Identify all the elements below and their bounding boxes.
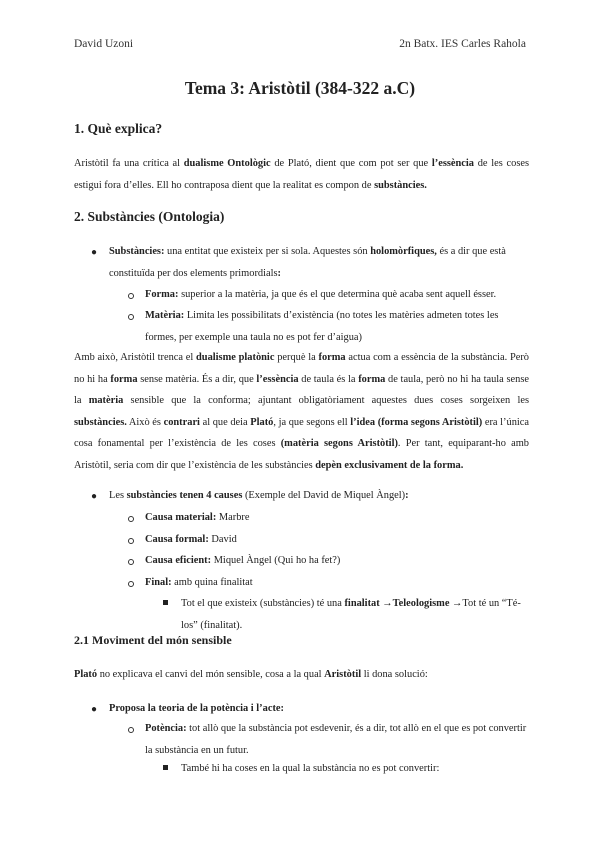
section-1-paragraph: Aristòtil fa una crítica al dualisme Ontològic de Plató, dient que com pot ser que l’essència de les coses estigui fora d’elles. Ell ho contraposa dient que la realitat es compon de substàncies. [74,158,530,191]
list-item-final: Final: amb quina finalitat [145,577,253,588]
bullet-disc: ● [91,247,98,258]
bullet-disc: ● [91,704,98,715]
list-item-causa-eficient: Causa eficient: Miquel Àngel (Qui ho ha fet?) [145,555,341,566]
list-item-causa-material: Causa material: Marbre [145,512,250,523]
section-2-1-paragraph: Plató no explicava el canvi del món sensible, cosa a la qual Aristòtil li dona solució: [74,669,428,680]
list-item-potencia-acte: Proposa la teoria de la potència i l’acte: [109,703,284,714]
list-item-also: També hi ha coses en la qual la substància no es pot convertir: [181,763,440,774]
section-2-heading: 2. Substàncies (Ontologia) [74,209,225,224]
bullet-circle [128,293,134,299]
list-item-causa-formal: Causa formal: David [145,534,237,545]
section-2-paragraph: Amb això, Aristòtil trenca el dualisme platònic perquè la forma actua com a essència de la substància. Però no hi ha forma sense matèria. És a dir, que l’essència de taula és la forma de taula, però no hi ha taula sense la matèria sensible que la conforma; ajuntant obligatòriament aquestes dues coses sorgeixen les substàncies. Això és contrari al que deia Plató, ja que segons ell l’idea (forma segons Aristòtil) era l’única cosa fonamental per l’existència de les coses (matèria segons Aristòtil). Per tant, equiparant-ho amb Aristòtil, seria com dir que l’existència de les substàncies depèn exclusivament de la forma. [74,352,530,471]
bullet-circle [128,516,134,522]
list-item-potencia: Potència: tot allò que la substància pot esdevenir, és a dir, tot allò en el que es pot convertir la substància en un futur. [145,723,527,756]
bullet-circle [128,581,134,587]
header-course: 2n Batx. IES Carles Rahola [399,38,526,50]
bullet-circle [128,538,134,544]
list-item-teleologisme: Tot el que existeix (substàncies) té una finalitat →Teleologisme →Tot té un “Té-los” (finalitat). [181,598,521,631]
list-item-causes-intro: Les substàncies tenen 4 causes (Exemple del David de Miquel Àngel): [109,490,409,501]
list-item-materia: Matèria: Limita les possibilitats d’existència (no totes les matèries admeten totes les formes, per exemple una taula no es pot fer d’aigua) [145,310,499,343]
list-item-forma: Forma: superior a la matèria, ja que és el que determina què acaba sent aquell ésser. [145,289,497,300]
section-1-heading: 1. Què explica? [74,121,163,136]
section-2-1-heading: 2.1 Moviment del món sensible [74,633,232,647]
bullet-circle [128,727,134,733]
page-title: Tema 3: Aristòtil (384-322 a.C) [184,78,416,98]
bullet-circle [128,559,134,565]
bullet-square [163,600,168,605]
header-author: David Uzoni [74,38,134,50]
bullet-square [163,765,168,770]
bullet-circle [128,314,134,320]
bullet-disc: ● [91,491,98,502]
list-item-substancies: Substàncies: una entitat que existeix per si sola. Aquestes són holomòrfiques, és a dir que està constituïda per dos elements primordials: [109,246,506,279]
